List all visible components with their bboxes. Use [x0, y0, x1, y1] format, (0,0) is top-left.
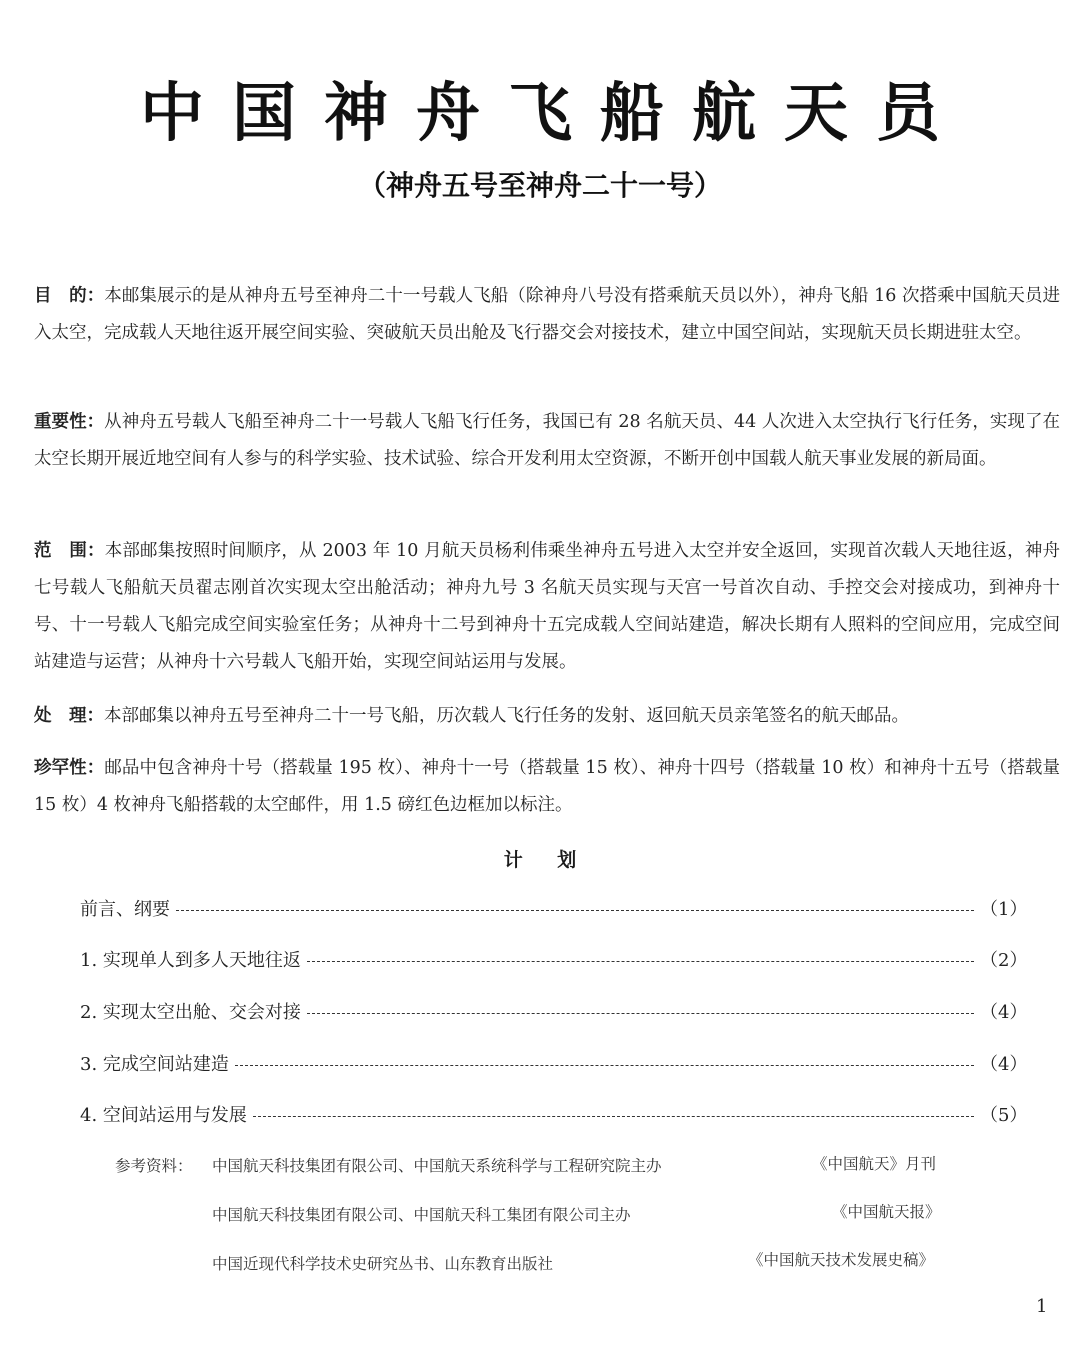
section-scope [34, 533, 1060, 681]
toc-page: （4） [980, 1054, 1028, 1075]
toc-label: 1. 实现单人到多人天地往返 [80, 950, 301, 971]
reference-title: 《中国航天报》 [832, 1203, 941, 1221]
toc-leader [253, 1116, 974, 1117]
toc-row [80, 1048, 1028, 1078]
toc-label: 3. 完成空间站建造 [80, 1054, 229, 1075]
reference-title: 《中国航天》月刊 [812, 1155, 937, 1173]
reference-title: 《中国航天技术发展史稿》 [748, 1251, 935, 1269]
toc-page: （1） [980, 899, 1028, 920]
section-purpose [34, 278, 1060, 352]
toc-row [80, 944, 1028, 974]
toc-label: 4. 空间站运用与发展 [80, 1105, 247, 1126]
reference-source: 中国近现代科学技术史研究丛书、山东教育出版社 [212, 1255, 554, 1273]
toc-leader [307, 1013, 974, 1014]
toc-page: （5） [980, 1105, 1028, 1126]
reference-source: 中国航天科技集团有限公司、中国航天系统科学与工程研究院主办 [212, 1157, 662, 1175]
toc-row [80, 893, 1028, 923]
reference-source: 中国航天科技集团有限公司、中国航天科工集团有限公司主办 [212, 1206, 631, 1224]
toc-label: 前言、纲要 [80, 899, 170, 920]
toc-leader [235, 1065, 974, 1066]
toc-page: （4） [980, 1002, 1028, 1023]
section-label: 范 围： [34, 541, 105, 561]
section-label: 处 理： [34, 706, 104, 726]
plan-heading: 计 划 [503, 849, 591, 871]
section-label: 目 的： [34, 286, 105, 306]
toc-label: 2. 实现太空出舱、交会对接 [80, 1002, 301, 1023]
section-text: 本邮集展示的是从神舟五号至神舟二十一号载人飞船（除神舟八号没有搭乘航天员以外），神舟飞船 16 次搭乘中国航天员进入太空，完成载人天地往返开展空间实验、突破航天员出舱及飞行器交会对接技术，建立中国空间站，实现航天员长期进驻太空。 [34, 286, 1061, 343]
toc-page: （2） [980, 950, 1028, 971]
section-text: 本部邮集按照时间顺序，从 2003 年 10 月航天员杨利伟乘坐神舟五号进入太空并安全返回，实现首次载人天地往返，神舟七号载人飞船航天员翟志刚首次实现太空出舱活动；神舟九号 3 名航天员实现与天宫一号首次自动、手控交会对接成功，到神舟十号、十一号载人飞船完成空间实验室任务；从神舟十二号到神舟十五完成载人空间站建造，解决长期有人照料的空间应用，完成空间站建造与运营；从神舟十六号载人飞船开始，实现空间站运用与发展。 [34, 541, 1061, 672]
page-number: 1 [1036, 1296, 1048, 1317]
section-text: 邮品中包含神舟十号（搭载量 195 枚）、神舟十一号（搭载量 15 枚）、神舟十四号（搭载量 10 枚）和神舟十五号（搭载量 15 枚）4 枚神舟飞船搭载的太空邮件，用 1.5 磅红色边框加以标注。 [34, 758, 1061, 815]
toc-row [80, 1099, 1028, 1129]
section-importance [34, 404, 1060, 478]
page-subtitle: （神舟五号至神舟二十一号） [357, 169, 722, 202]
references-label: 参考资料： [115, 1157, 193, 1175]
toc-leader [307, 961, 974, 962]
toc-row [80, 996, 1028, 1026]
toc-leader [176, 910, 974, 911]
section-label: 珍罕性： [34, 758, 105, 778]
section-text: 从神舟五号载人飞船至神舟二十一号载人飞船飞行任务，我国已有 28 名航天员、44 人次进入太空执行飞行任务，实现了在太空长期开展近地空间有人参与的科学实验、技术试验、综合开发利用太空资源，不断开创中国载人航天事业发展的新局面。 [34, 412, 1060, 469]
page-title: 中国神舟飞船航天员 [140, 77, 968, 151]
section-text: 本部邮集以神舟五号至神舟二十一号飞船，历次载人飞行任务的发射、返回航天员亲笔签名的航天邮品。 [104, 706, 909, 726]
section-label: 重要性： [34, 412, 105, 432]
section-treatment [34, 698, 1060, 735]
section-rarity [34, 750, 1060, 824]
